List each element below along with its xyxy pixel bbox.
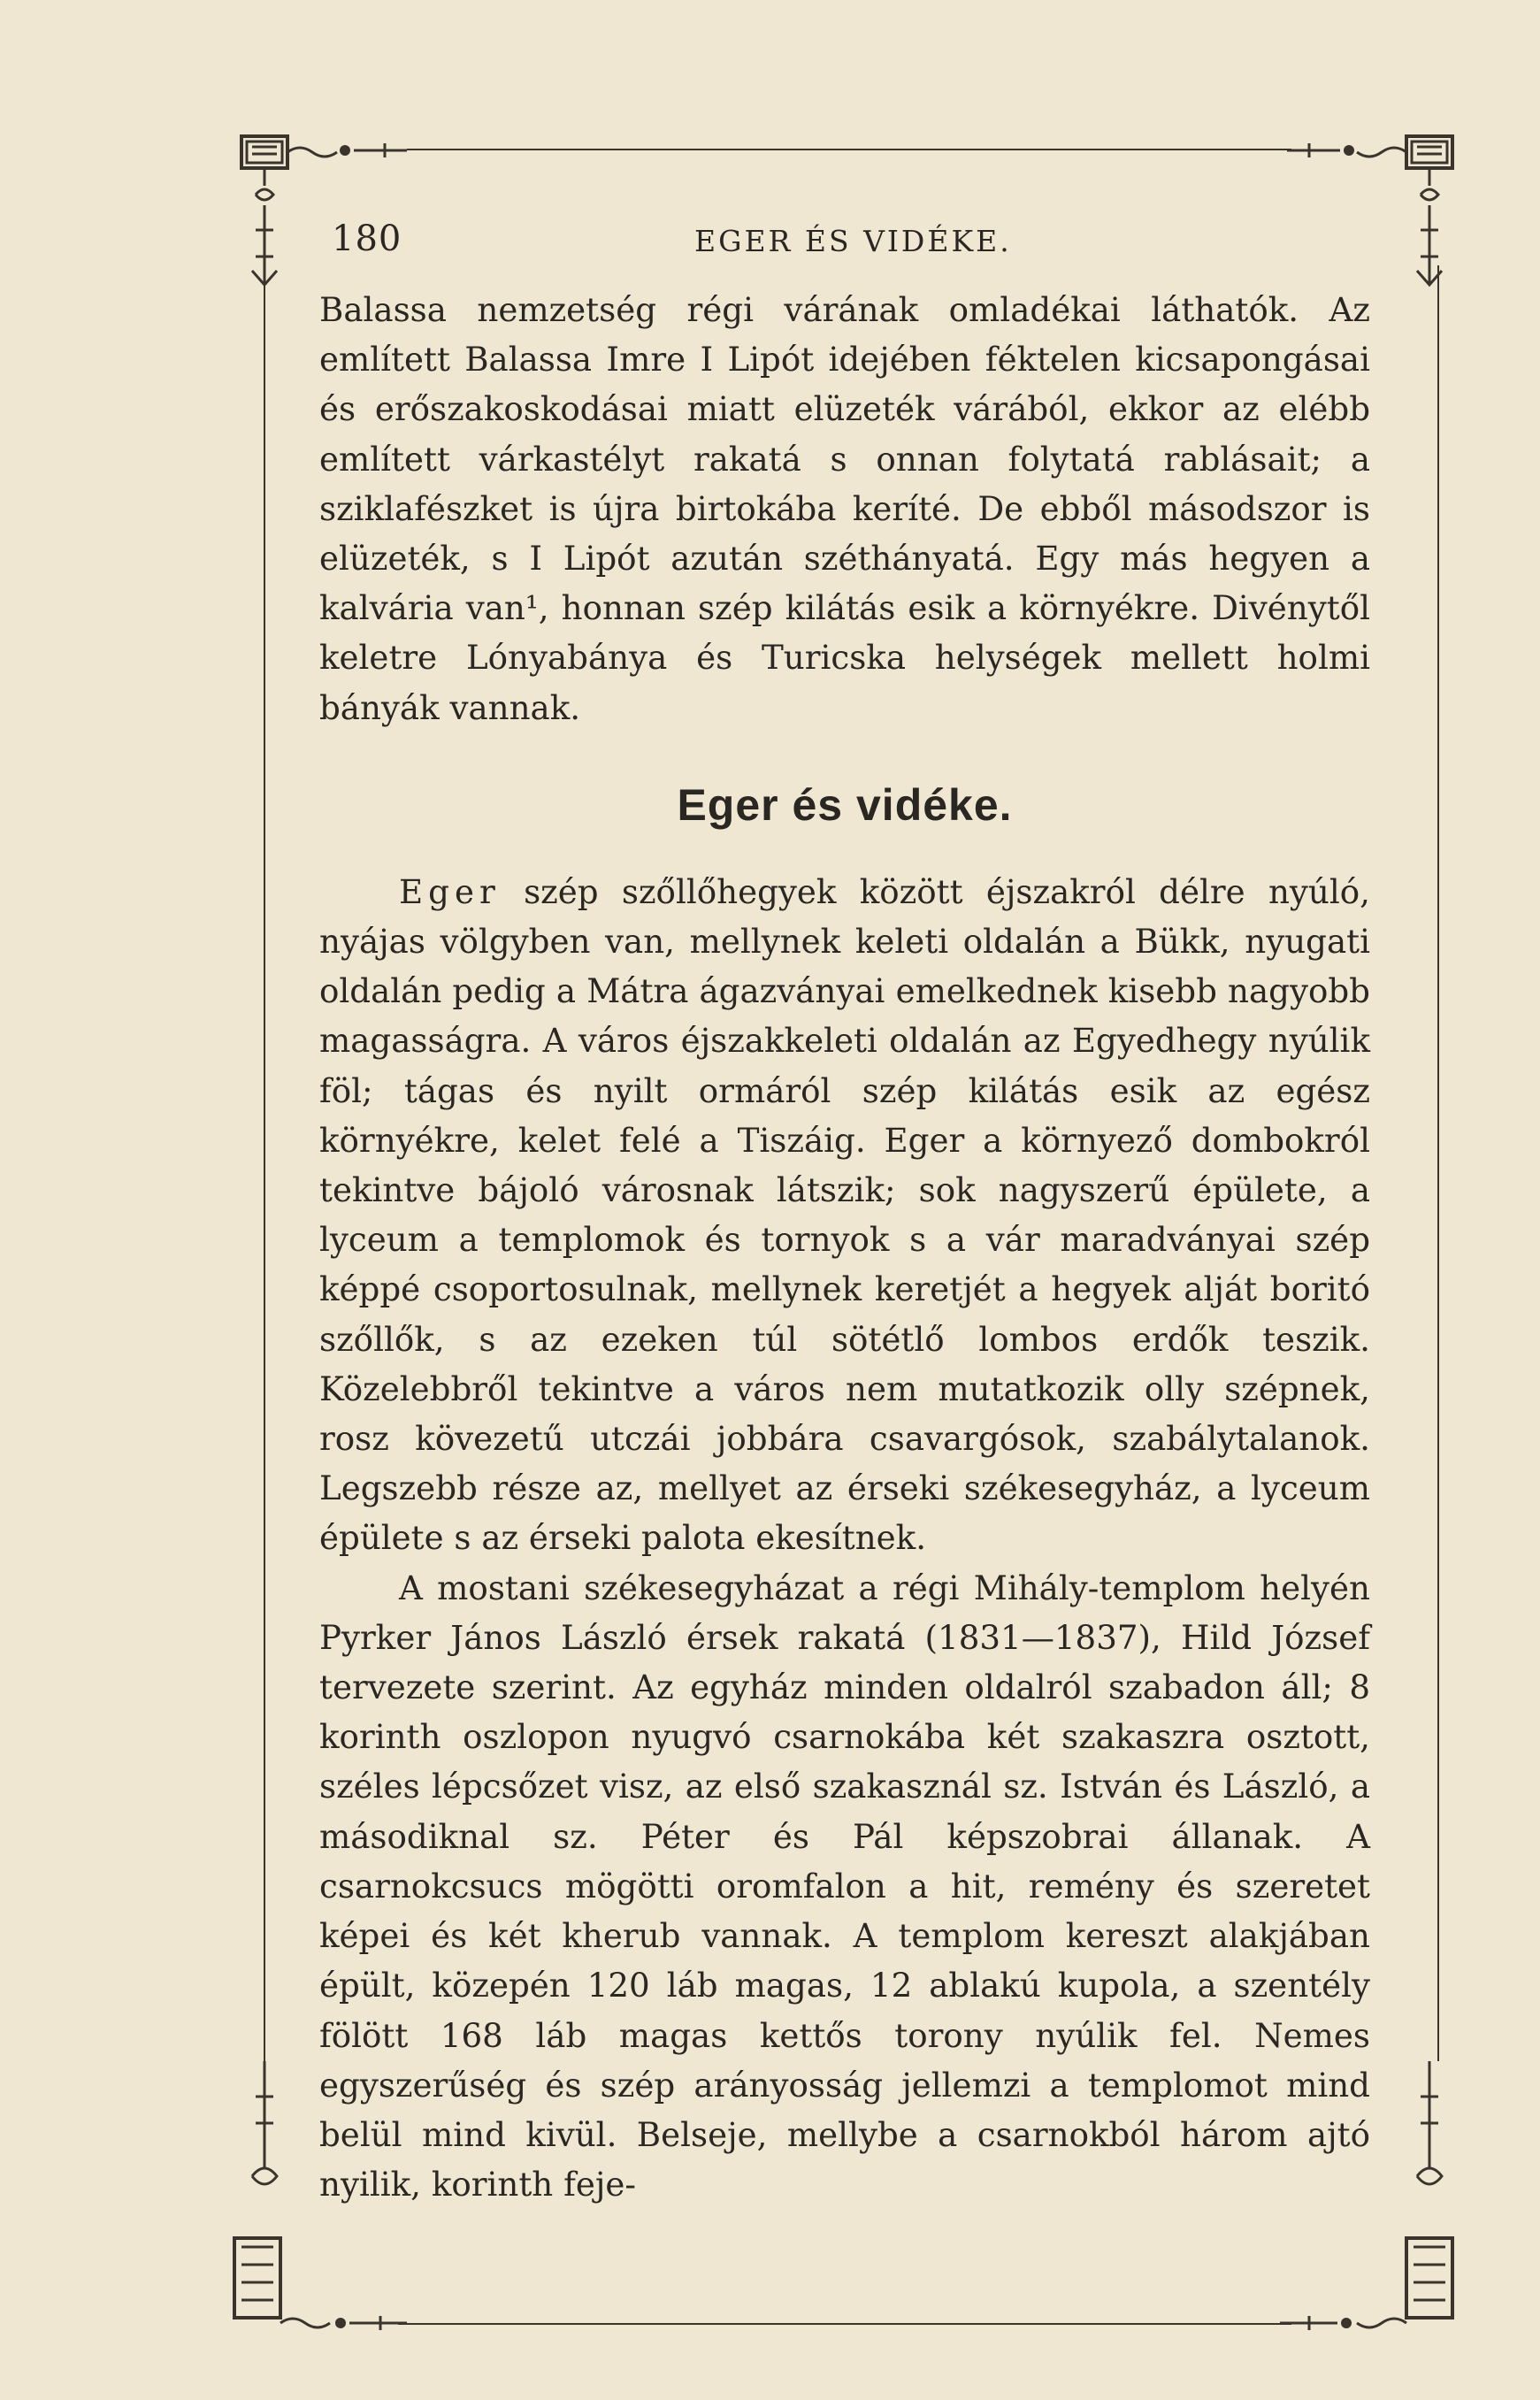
intro-paragraph: Balassa nemzetség régi várának omladékai láthatók. Az említett Balassa Imre I Lipót idejében féktelen kicsapongásai és erőszakoskodásai miatt elüzeték várából, ekkor az elébb említett várkastélyt rakatá s onnan folytatá rablásait; a sziklafészket is újra birtokába keríté. De ebből másodszor is elüzeték, s I Lipót azután széthányatá. Egy más hegyen a kalvária van¹, honnan szép kilátás esik a környékre. Divénytől keletre Lónyabánya és Turicska helységek mellett holmi bányák vannak. [319, 290, 1370, 727]
page-body [319, 285, 1370, 2209]
section-heading: Eger és vidéke. [677, 779, 1013, 830]
frame-top-line [407, 149, 1291, 150]
paragraph-2-lead-word: Eger [399, 871, 501, 911]
page-header [332, 208, 1375, 270]
running-title: EGER ÉS VIDÉKE. [694, 224, 1012, 258]
paragraph-2-text: szép szőllőhegyek között éjszakról délre nyúló, nyájas völgyben van, mellynek keleti oldalán a Bükk, nyugati oldalán pedig a Mátra ágazványai emelkednek kisebb nagyobb magasságra. A város éjszakkeleti oldalán az Egyedhegy nyúlik föl; tágas és nyilt ormáról szép kilátás esik az egész környékre, kelet felé a Tiszáig. Eger a környező dombokról tekintve bájoló városnak látszik; sok nagyszerű épülete, a lyceum a templomok és tornyok s a vár maradványai szép képpé csoportosulnak, mellynek keretjét a hegyek alját boritó szőllők, s az ezeken túl sötétlő lombos erdők teszik. Közelebbről tekintve a város nem mutatkozik olly szépnek, rosz kövezetű utczái jobbára csavargósok, szabálytalanok. Legszebb része az, mellyet az érseki székesegyház, a lyceum épülete s az érseki palota ekesítnek. [319, 871, 1370, 1558]
paragraph-2 [319, 867, 1370, 1563]
paragraph-3: A mostani székesegyházat a régi Mihály-templom helyén Pyrker János László érsek rakatá (1831—1837), Hild József tervezete szerint. Az egyház minden oldalról szabadon áll; 8 korinth oszlopon nyugvó csarnokába két szakaszra osztott, széles lépcsőzet visz, az első szakasznál sz. István és László, a másodiknal sz. Péter és Pál képszobrai állanak. A csarnokcsucs mögötti oromfalon a hit, remény és szeretet képei és két kherub vannak. A templom kereszt alakjában épült, közepén 120 láb magas, 12 ablakú kupola, a szentély fölött 168 láb magas kettős torony nyúlik fel. Nemes egyszerűség és szép arányosság jellemzi a templomot mind belül mind kivül. Belseje, mellybe a csarnokból három ajtó nyilik, korinth feje- [319, 1568, 1370, 2204]
frame-right-line [1437, 265, 1439, 2061]
frame-bottom-line [398, 2323, 1291, 2325]
page-number: 180 [332, 219, 402, 259]
frame-left-line [264, 265, 265, 2061]
